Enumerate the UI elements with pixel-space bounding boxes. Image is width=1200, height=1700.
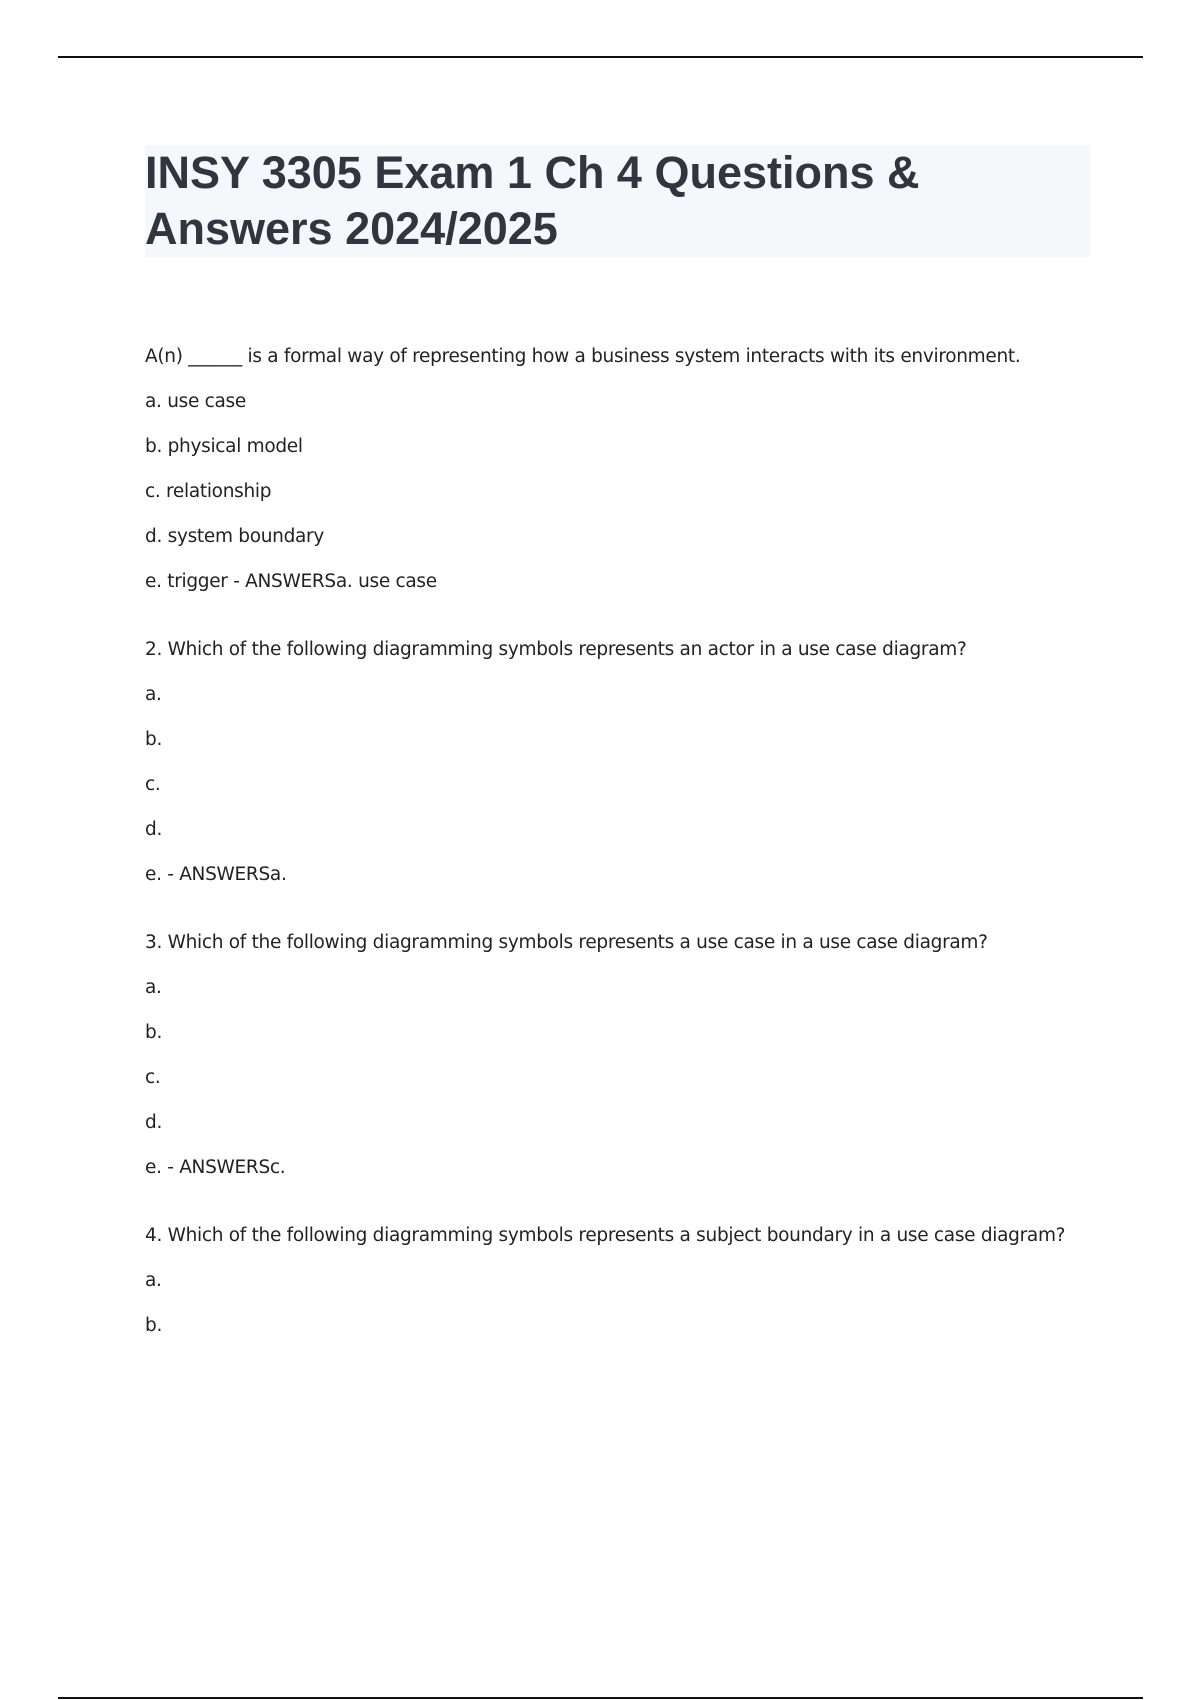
answer-option: e. - ANSWERSa. bbox=[145, 864, 287, 885]
top-rule bbox=[58, 56, 1143, 58]
question-4 bbox=[145, 1224, 1105, 1338]
question-prompt: 2. Which of the following diagramming symbols represents an actor in a use case diagram? bbox=[145, 639, 967, 660]
answer-option: c. relationship bbox=[145, 481, 272, 502]
answer-option: a. use case bbox=[145, 391, 246, 412]
answer-option: b. bbox=[145, 1315, 163, 1336]
question-list bbox=[145, 345, 1105, 1382]
question-1 bbox=[145, 345, 1105, 594]
title-block bbox=[145, 145, 1090, 257]
answer-option: b. bbox=[145, 1022, 163, 1043]
title-line-2: Answers 2024/2025 bbox=[145, 203, 558, 254]
page-title bbox=[145, 145, 1090, 257]
bottom-rule bbox=[58, 1697, 1143, 1699]
question-prompt: 4. Which of the following diagramming symbols represents a subject boundary in a use case diagram? bbox=[145, 1225, 1066, 1246]
answer-option: b. bbox=[145, 729, 163, 750]
answer-option: d. system boundary bbox=[145, 526, 325, 547]
answer-option: a. bbox=[145, 684, 162, 705]
question-prompt: 3. Which of the following diagramming symbols represents a use case in a use case diagram? bbox=[145, 932, 988, 953]
question-2 bbox=[145, 638, 1105, 887]
answer-option: b. physical model bbox=[145, 436, 303, 457]
answer-option: a. bbox=[145, 1270, 162, 1291]
answer-option: a. bbox=[145, 977, 162, 998]
question-prompt: A(n) ______ is a formal way of representing how a business system interacts with its environment. bbox=[145, 346, 1021, 367]
answer-option: c. bbox=[145, 1067, 161, 1088]
title-line-1: INSY 3305 Exam 1 Ch 4 Questions & bbox=[145, 147, 920, 198]
answer-option: d. bbox=[145, 819, 163, 840]
answer-option: d. bbox=[145, 1112, 163, 1133]
answer-option: e. - ANSWERSc. bbox=[145, 1157, 286, 1178]
answer-option: e. trigger - ANSWERSa. use case bbox=[145, 571, 437, 592]
question-3 bbox=[145, 931, 1105, 1180]
answer-option: c. bbox=[145, 774, 161, 795]
